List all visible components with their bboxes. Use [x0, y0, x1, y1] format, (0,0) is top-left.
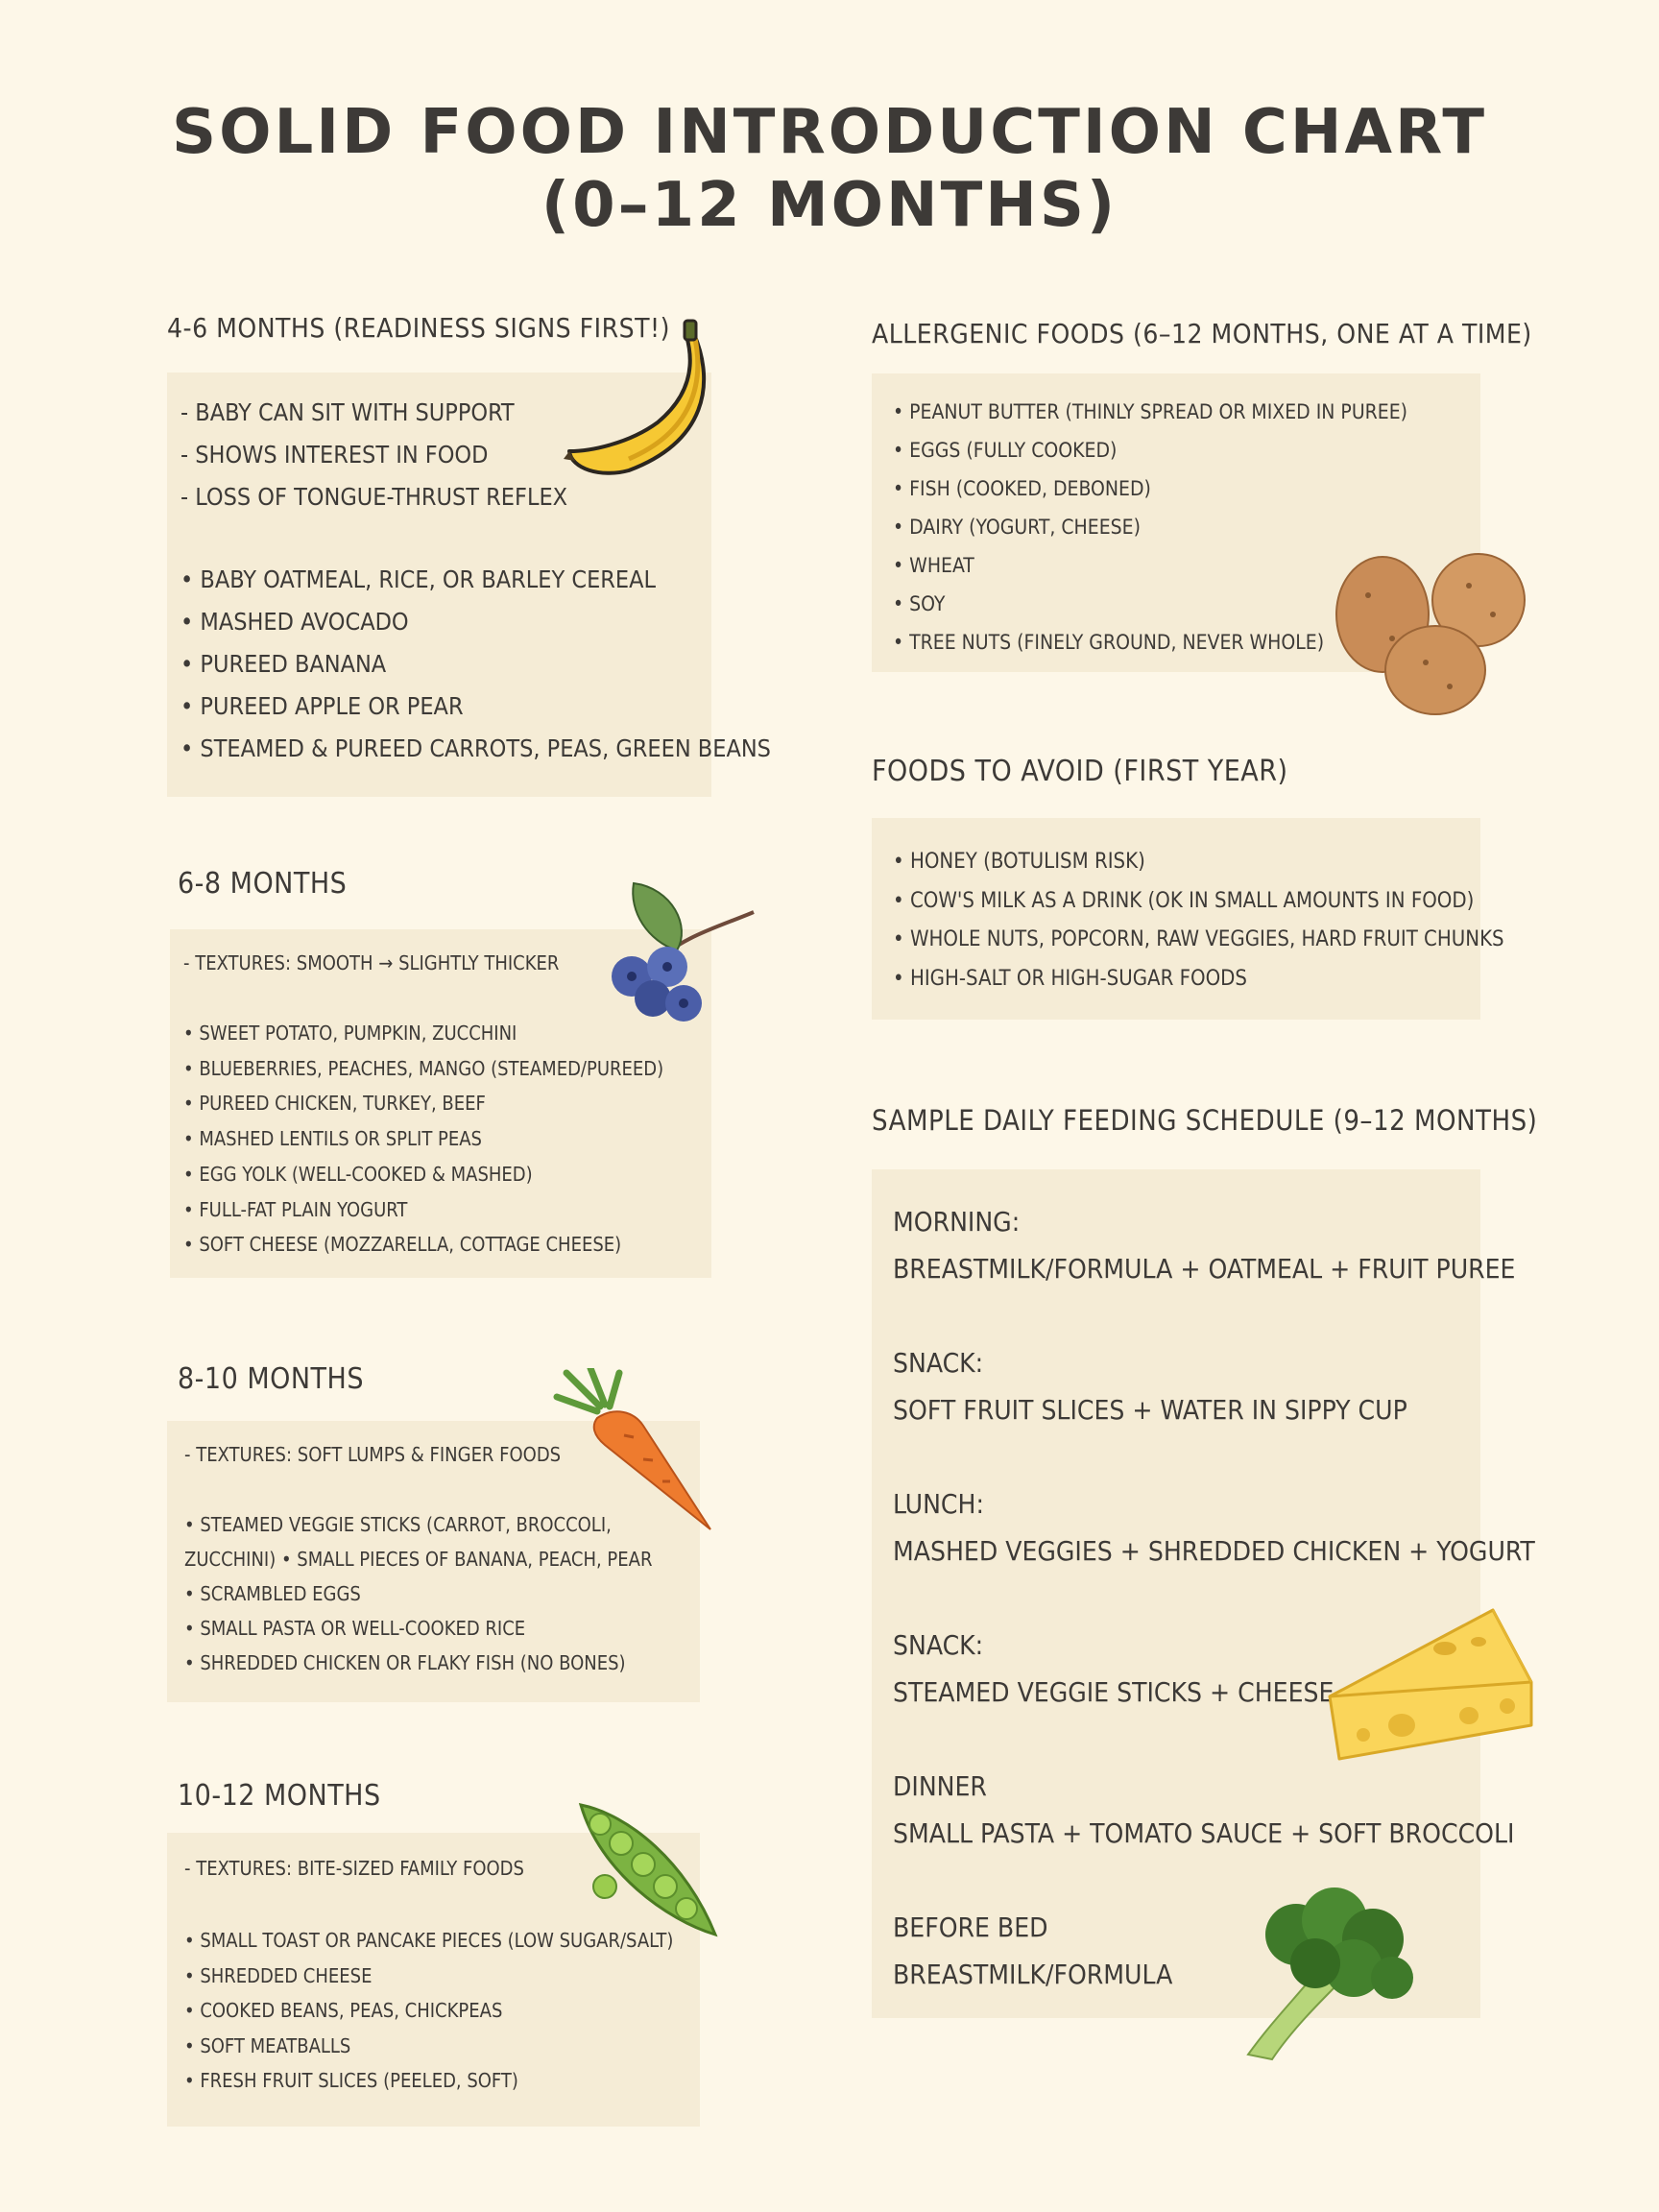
list-item: • WHEAT: [893, 554, 974, 577]
list-item: • EGG YOLK (WELL-COOKED & MASHED): [183, 1162, 533, 1186]
meal-label: MORNING:: [893, 1206, 1021, 1238]
blueberries-icon: [595, 878, 758, 1032]
meal-value: BREASTMILK/FORMULA + OATMEAL + FRUIT PUREE: [893, 1253, 1516, 1285]
list-item: • COOKED BEANS, PEAS, CHICKPEAS: [184, 1999, 503, 2022]
meal-value: STEAMED VEGGIE STICKS + CHEESE: [893, 1676, 1334, 1708]
heading-foods-to-avoid: FOODS TO AVOID (FIRST YEAR): [872, 755, 1288, 788]
broccoli-icon: [1234, 1887, 1426, 2064]
foods-4-6-list: [180, 559, 771, 770]
avoid-list: [893, 843, 1504, 998]
meal-value: MASHED VEGGIES + SHREDDED CHICKEN + YOGURT: [893, 1535, 1535, 1567]
list-item: • STEAMED & PUREED CARROTS, PEAS, GREEN BEANS: [180, 734, 771, 762]
schedule-entry: [893, 1198, 1516, 1339]
list-item: • STEAMED VEGGIE STICKS (CARROT, BROCCOLI,: [184, 1513, 612, 1536]
list-item: • MASHED LENTILS OR SPLIT PEAS: [183, 1127, 482, 1151]
list-item: ZUCCHINI) • SMALL PIECES OF BANANA, PEACH, PEAR: [184, 1548, 653, 1571]
heading-feeding-schedule: SAMPLE DAILY FEEDING SCHEDULE (9–12 MONTHS): [872, 1104, 1538, 1137]
list-item: - SHOWS INTEREST IN FOOD: [180, 441, 489, 469]
list-item: • PUREED BANANA: [180, 650, 387, 678]
list-item: • WHOLE NUTS, POPCORN, RAW VEGGIES, HARD FRUIT CHUNKS: [893, 927, 1504, 951]
peas-icon: [571, 1795, 725, 1939]
meal-label: LUNCH:: [893, 1488, 984, 1520]
list-item: • SOY: [893, 592, 946, 615]
list-item: • PEANUT BUTTER (THINLY SPREAD OR MIXED IN PUREE): [893, 400, 1408, 423]
carrot-icon: [538, 1368, 715, 1531]
schedule-entry: [893, 1763, 1515, 1904]
texture-note: - TEXTURES: SMOOTH → SLIGHTLY THICKER: [183, 951, 560, 974]
banana-icon: [562, 317, 734, 480]
list-item: • PUREED CHICKEN, TURKEY, BEEF: [183, 1092, 486, 1116]
meal-value: BREASTMILK/FORMULA: [893, 1959, 1173, 1990]
meal-value: SOFT FRUIT SLICES + WATER IN SIPPY CUP: [893, 1394, 1407, 1426]
meal-label: SNACK:: [893, 1629, 984, 1661]
list-item: • SOFT CHEESE (MOZZARELLA, COTTAGE CHEESE): [183, 1233, 622, 1257]
meal-label: DINNER: [893, 1770, 987, 1802]
list-item: • SCRAMBLED EGGS: [184, 1582, 361, 1605]
list-item: • HIGH-SALT OR HIGH-SUGAR FOODS: [893, 966, 1247, 991]
foods-6-8-list: [183, 1016, 698, 1262]
list-item: • SMALL PASTA OR WELL-COOKED RICE: [184, 1617, 526, 1640]
list-item: • BLUEBERRIES, PEACHES, MANGO (STEAMED/PUREED): [183, 1056, 664, 1080]
page-title: [0, 96, 1659, 242]
list-item: • SMALL TOAST OR PANCAKE PIECES (LOW SUGAR/SALT): [184, 1929, 674, 1952]
schedule-entry: [893, 1480, 1535, 1622]
list-item: • SWEET POTATO, PUMPKIN, ZUCCHINI: [183, 1022, 517, 1045]
list-item: • TREE NUTS (FINELY GROUND, NEVER WHOLE): [893, 631, 1325, 654]
list-item: • SHREDDED CHEESE: [184, 1963, 373, 1987]
box-foods-to-avoid: [872, 818, 1504, 1020]
potatoes-icon: [1334, 547, 1531, 720]
list-item: • FRESH FRUIT SLICES (PEELED, SOFT): [184, 2069, 518, 2092]
list-item: • PUREED APPLE OR PEAR: [180, 692, 464, 720]
list-item: • FULL-FAT PLAIN YOGURT: [183, 1197, 408, 1221]
list-item: • HONEY (BOTULISM RISK): [893, 850, 1145, 874]
list-item: - LOSS OF TONGUE-THRUST REFLEX: [180, 483, 568, 511]
list-item: • MASHED AVOCADO: [180, 608, 409, 636]
list-item: • SHREDDED CHICKEN OR FLAKY FISH (NO BONES): [184, 1651, 626, 1674]
foods-8-10-list: [184, 1507, 683, 1680]
meal-value: SMALL PASTA + TOMATO SAUCE + SOFT BROCCOLI: [893, 1817, 1515, 1849]
meal-label: SNACK:: [893, 1347, 984, 1379]
heading-4-6-months: 4-6 MONTHS (READINESS SIGNS FIRST!): [167, 312, 670, 344]
heading-8-10-months: 8-10 MONTHS: [178, 1362, 364, 1396]
heading-6-8-months: 6-8 MONTHS: [178, 867, 348, 901]
schedule-entry: [893, 1339, 1459, 1480]
title-line-1: SOLID FOOD INTRODUCTION CHART: [171, 97, 1488, 168]
list-item: • SOFT MEATBALLS: [184, 2033, 351, 2057]
texture-note: - TEXTURES: SOFT LUMPS & FINGER FOODS: [184, 1443, 562, 1466]
title-line-2: (0–12 MONTHS): [541, 170, 1118, 241]
foods-10-12-list: [184, 1923, 683, 2099]
list-item: • BABY OATMEAL, RICE, OR BARLEY CEREAL: [180, 565, 657, 593]
list-item: • FISH (COOKED, DEBONED): [893, 477, 1151, 500]
list-item: • EGGS (FULLY COOKED): [893, 439, 1118, 462]
cheese-icon: [1325, 1605, 1541, 1764]
meal-label: BEFORE BED: [893, 1911, 1048, 1943]
texture-note: - TEXTURES: BITE-SIZED FAMILY FOODS: [184, 1857, 524, 1880]
list-item: • COW'S MILK AS A DRINK (OK IN SMALL AMOUNTS IN FOOD): [893, 888, 1475, 913]
heading-10-12-months: 10-12 MONTHS: [178, 1779, 381, 1813]
list-item: • DAIRY (YOGURT, CHEESE): [893, 516, 1141, 539]
heading-allergenic-foods: ALLERGENIC FOODS (6–12 MONTHS, ONE AT A TIME): [872, 318, 1532, 349]
list-item: - BABY CAN SIT WITH SUPPORT: [180, 398, 515, 426]
